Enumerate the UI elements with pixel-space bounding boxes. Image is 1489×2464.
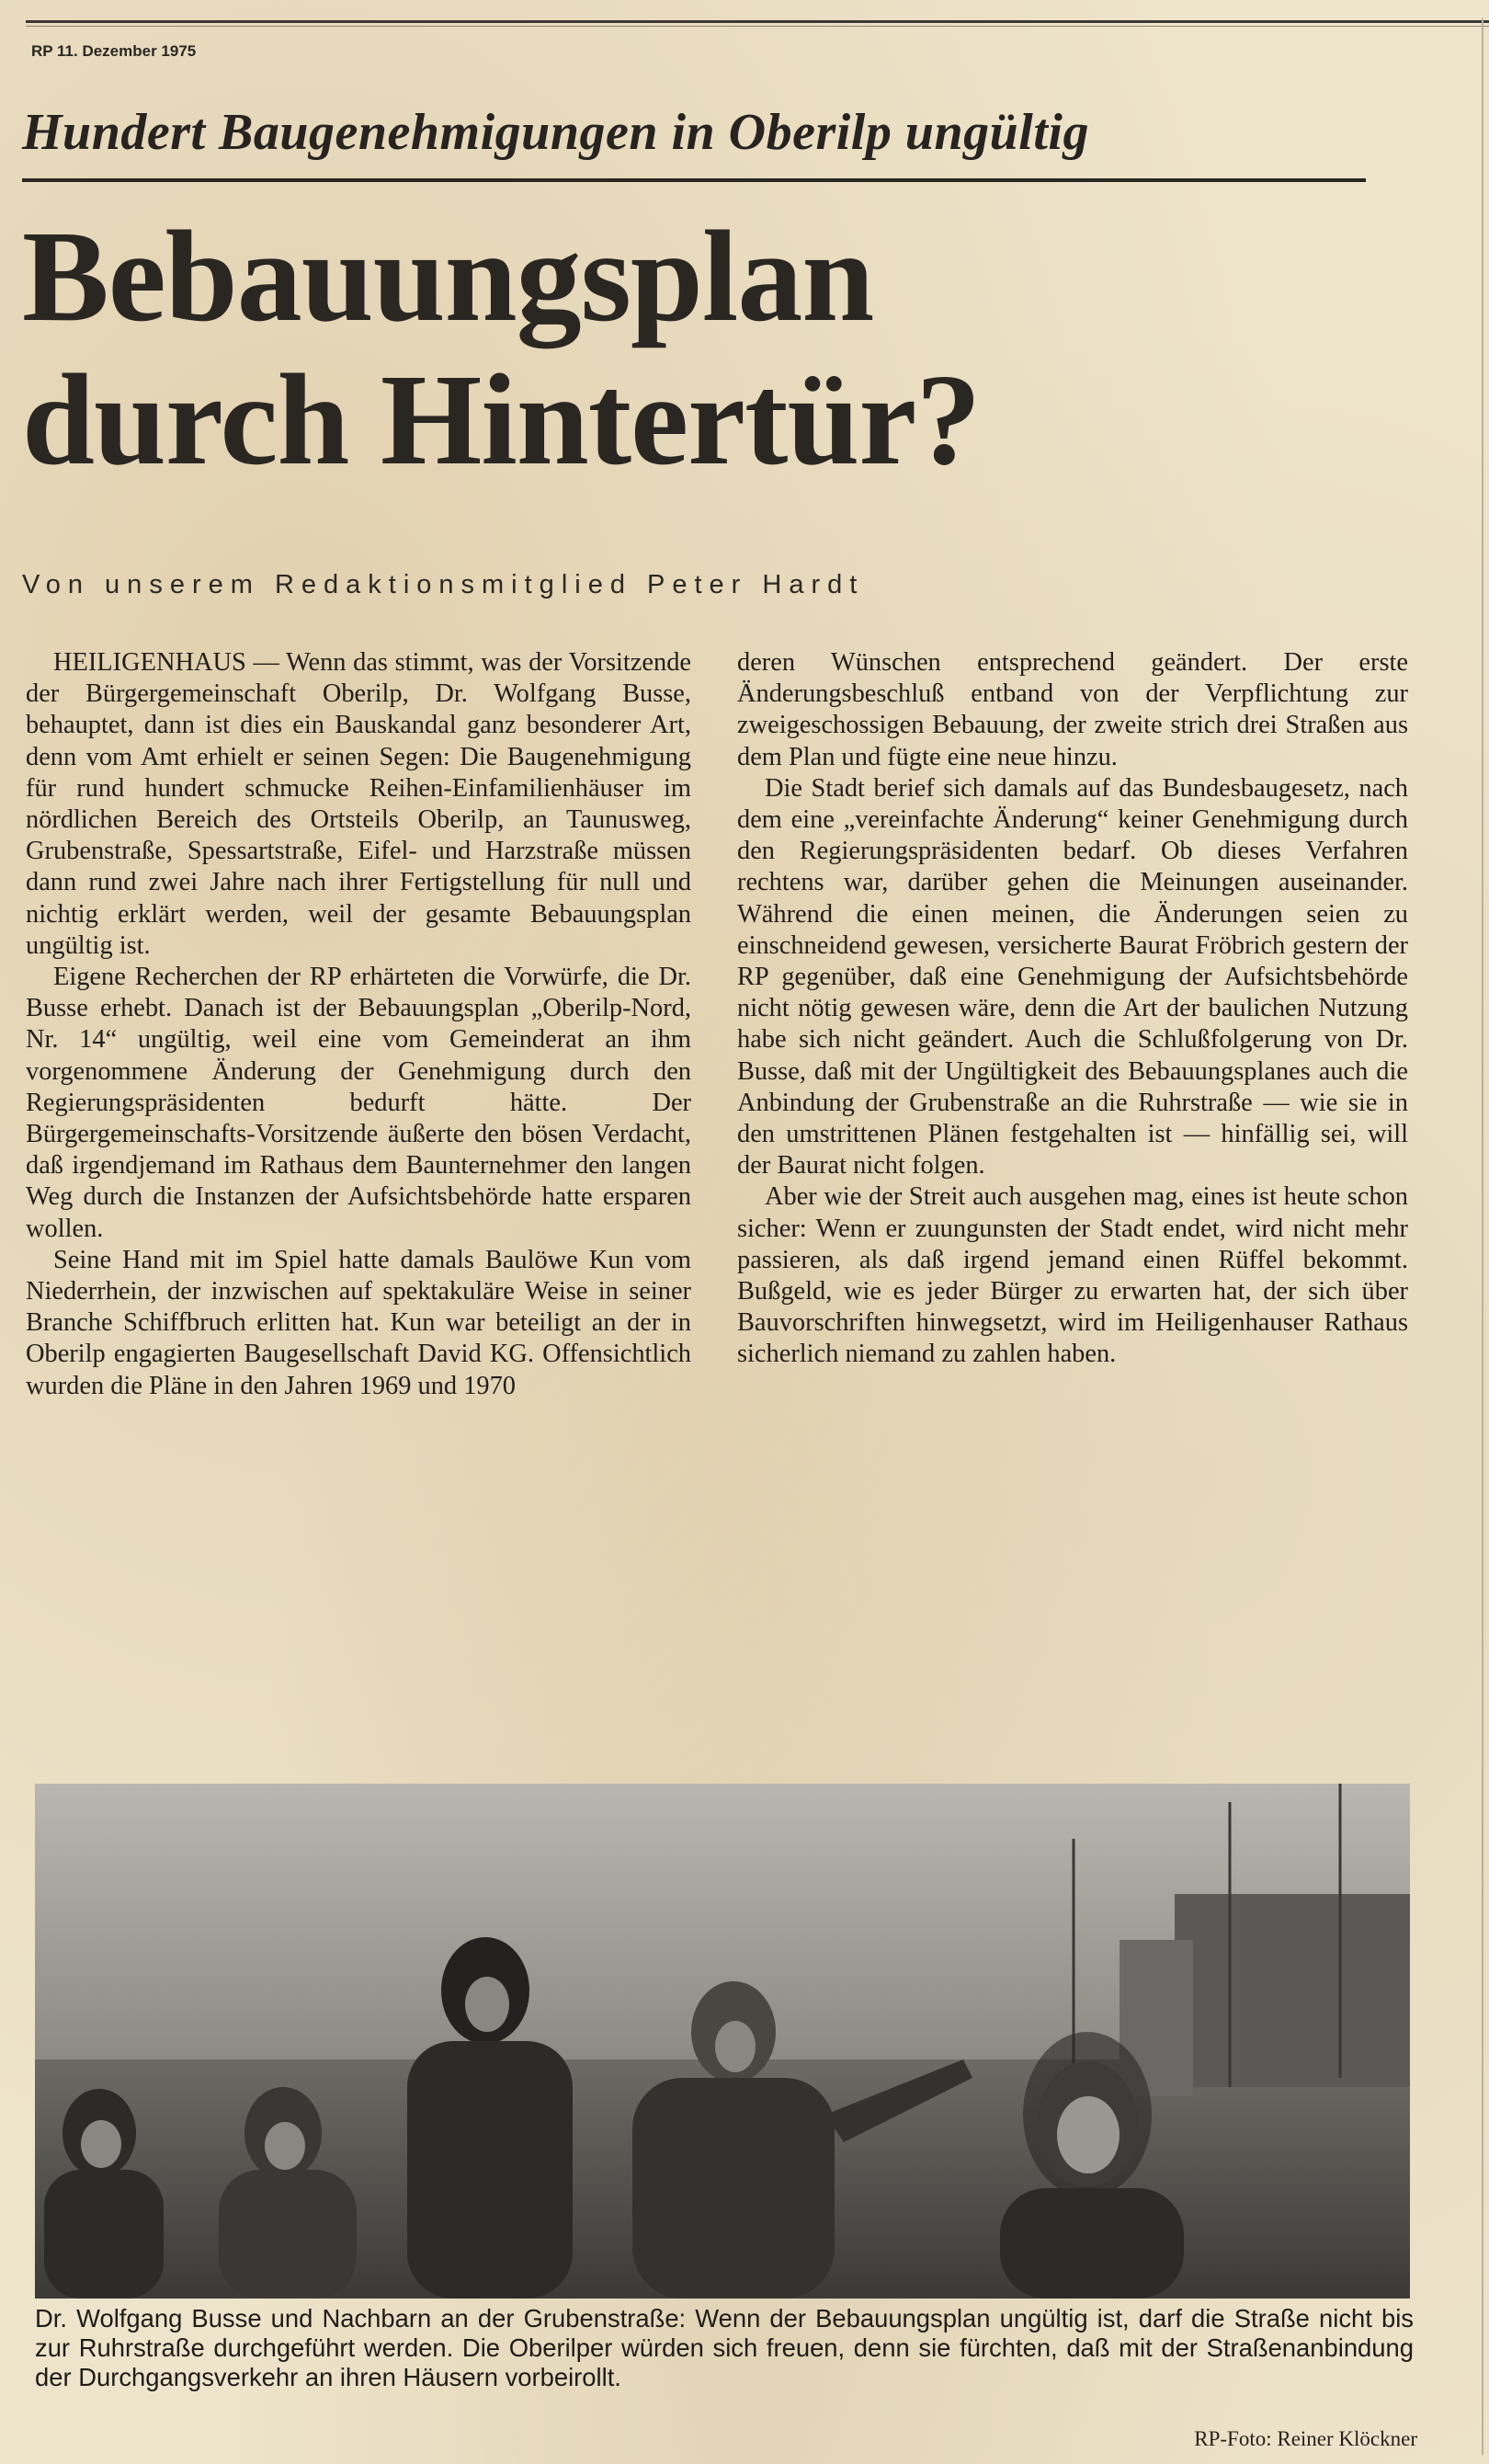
kicker-headline: Hundert Baugenehmigungen in Oberilp ungültig [22,104,1089,161]
top-rule-thin [26,26,1489,27]
paragraph: Aber wie der Streit auch ausgehen mag, eines ist heute schon sicher: Wenn er zuungunsten der Stadt endet, wird nicht mehr passieren, als daß irgend jemand einen Rüffel bekommt. Bußgeld, wie es jeder Bürger zu erwarten hat, der sich über Bauvorschriften hinwegsetzt, wird im Heiligenhauser Rathaus sicherlich niemand zu zahlen haben. [737,1182,1408,1369]
byline: Von unserem Redaktionsmitglied Peter Hardt [22,570,865,599]
headline-line-2: durch Hintertür? [22,347,981,492]
news-photo [35,1784,1410,2299]
top-rule [26,20,1489,23]
paragraph: Eigene Recherchen der RP erhärteten die Vorwürfe, die Dr. Busse erhebt. Danach ist der Bebauungsplan „Oberilp-Nord, Nr. 14“ ungültig, weil eine vom Gemeinderat an ihm vorgenommene Änderung der Genehmigung durch den Regierungspräsidenten bedurft hätte. Der Bürgergemeinschafts-Vorsitzende äußerte den bösen Verdacht, daß irgendjemand im Rathaus dem Baunternehmer den langen Weg durch die Instanzen der Aufsichtsbehörde hatte ersparen wollen. [26,963,691,1243]
kicker-underline [22,178,1366,182]
paragraph: Seine Hand mit im Spiel hatte damals Baulöwe Kun vom Niederrhein, der inzwischen auf spektakuläre Weise in seiner Branche Schiffbruch erlitten hat. Kun war beteiligt an der in Oberilp engagierten Baugesellschaft David KG. Offensichtlich wurden die Pläne in den Jahren 1969 und 1970 [26,1245,691,1400]
article-column-left [26,647,691,1402]
paragraph: Die Stadt berief sich damals auf das Bundesbaugesetz, nach dem eine „vereinfachte Änderung“ keiner Genehmigung durch den Regierungspräsidenten bedarf. Ob dieses Verfahren rechtens war, darüber gehen die Meinungen auseinander. Während die einen meinen, die Änderungen seien zu einschneidend gewesen, versicherte Baurat Fröbrich gestern der RP gegenüber, daß eine Genehmigung der Aufsichtsbehörde nicht nötig gewesen wäre, denn die Art der baulichen Nutzung habe sich nicht geändert. Auch die Schlußfolgerung von Dr. Busse, daß mit der Ungültigkeit des Bebauungsplanes auch die Anbindung der Grubenstraße an die Ruhrstraße — wie sie in den umstrittenen Plänen festgehalten ist — hinfällig sei, will der Baurat nicht folgen. [737,773,1408,1181]
main-headline [22,204,1401,491]
paragraph: deren Wünschen entsprechend geändert. Der erste Änderungsbeschluß entband von der Verpflichtung zur zweigeschossigen Bebauung, der zweite strich drei Straßen aus dem Plan und fügte eine neue hinzu. [737,648,1408,771]
dateline: RP 11. Dezember 1975 [31,42,197,60]
paragraph: HEILIGENHAUS — Wenn das stimmt, was der Vorsitzende der Bürgergemeinschaft Oberilp, Dr. Wolfgang Busse, behauptet, dann ist dies ein Bauskandal ganz besonderer Art, denn vom Amt erhielt er seinen Segen: Die Baugenehmigung für rund hundert schmucke Reihen-Einfamilienhäuser im nördlichen Bereich des Ortsteils Oberilp, an Taunusweg, Grubenstraße, Spessartstraße, Eifel- und Harzstraße müssen dann rund zwei Jahre nach ihrer Fertigstellung für null und nichtig erklärt werden, weil der gesamte Bebauungsplan ungültig ist. [26,648,691,960]
headline-line-1: Bebauungsplan [22,203,874,348]
clipping-edge [1482,18,1483,2455]
photo-credit: RP-Foto: Reiner Klöckner [1194,2427,1417,2450]
photo-caption: Dr. Wolfgang Busse und Nachbarn an der Grubenstraße: Wenn der Bebauungsplan ungültig ist, darf die Straße nicht bis zur Ruhrstraße durchgeführt werden. Die Oberilper würden sich freuen, denn sie fürchten, daß mit der Straßenanbindung der Durchgangsverkehr an ihren Häusern vorbeirollt. [35,2304,1414,2391]
article-column-right [737,647,1408,1371]
photo-placeholder-icon [35,1784,1410,2299]
